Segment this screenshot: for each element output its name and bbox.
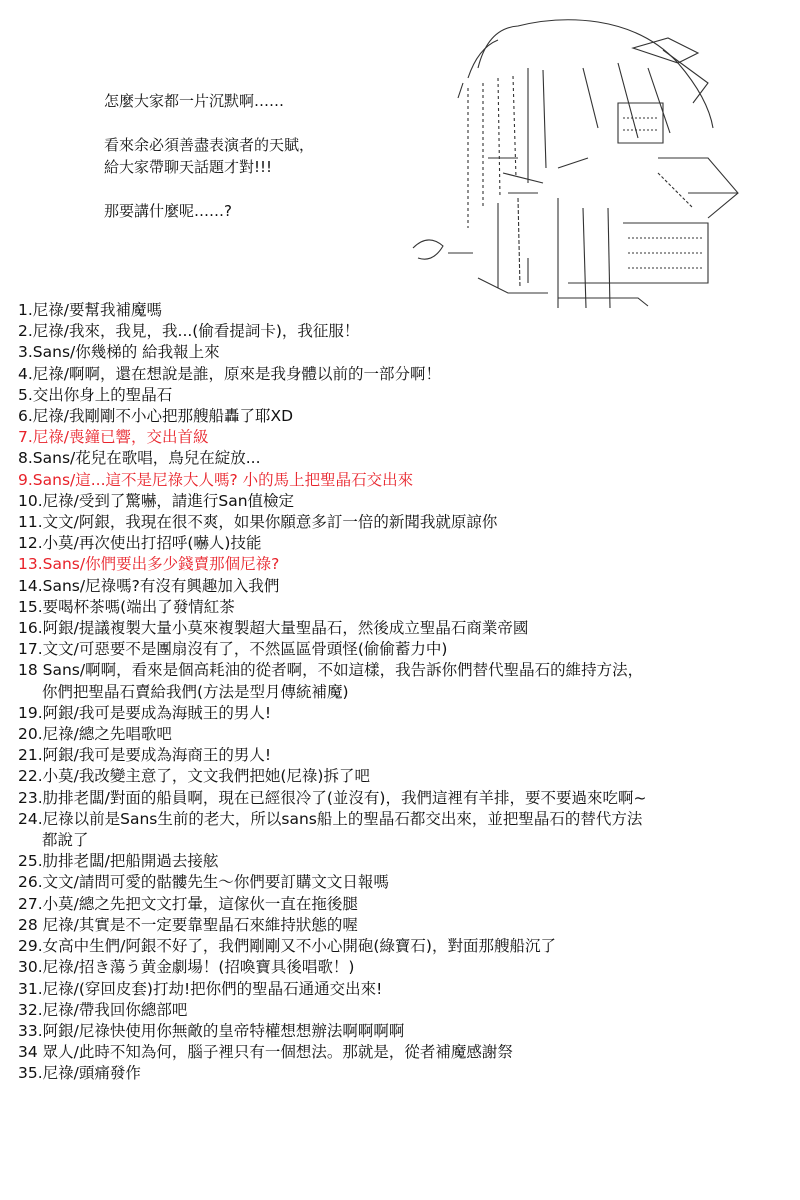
list-item: 4.尼祿/啊啊，還在想說是誰，原來是我身體以前的一部分啊！: [18, 364, 442, 383]
list-item: 29.女高中生們/阿銀不好了，我們剛剛又不小心開砲(綠寶石)，對面那艘船沉了: [18, 937, 556, 956]
numbered-list: [18, 300, 798, 1085]
list-item: 25.肋排老闆/把船開過去接舷: [18, 852, 219, 871]
list-item: 28 尼祿/其實是不一定要靠聖晶石來維持狀態的喔: [18, 915, 358, 934]
list-item: 27.小莫/總之先把文文打暈，這傢伙一直在拖後腿: [18, 894, 358, 913]
list-item: 19.阿銀/我可是要成為海賊王的男人!: [18, 703, 272, 722]
list-item: 2.尼祿/我來，我見，我...(偷看提詞卡)，我征服！: [18, 322, 360, 341]
intro-line: 給大家帶聊天話題才對!!!: [104, 158, 273, 176]
list-item: 20.尼祿/總之先唱歌吧: [18, 725, 172, 744]
list-item-highlighted: 13.Sans/你們要出多少錢賣那個尼祿?: [18, 555, 280, 574]
list-item: 12.小莫/再次使出打招呼(嚇人)技能: [18, 534, 262, 553]
list-item: 30.尼祿/招き蕩う黄金劇場！(招喚寶具後唱歌！): [18, 958, 355, 977]
list-item: 15.要喝杯茶嗎(端出了發情紅茶: [18, 597, 235, 616]
intro-line: 那要講什麼呢……?: [104, 202, 232, 220]
list-item: 31.尼祿/(穿回皮套)打劫!把你們的聖晶石通通交出來!: [18, 979, 383, 998]
list-item: 17.文文/可惡要不是團扇沒有了，不然區區骨頭怪(偷偷蓄力中): [18, 640, 448, 659]
intro-line: 怎麼大家都一片沉默啊……: [104, 92, 285, 110]
intro-line: 看來余必須善盡表演者的天賦，: [104, 136, 315, 154]
list-item: 8.Sans/花兒在歌唱，鳥兒在綻放...: [18, 449, 261, 468]
list-item: 6.尼祿/我剛剛不小心把那艘船轟了耶XD: [18, 407, 294, 426]
list-item: 22.小莫/我改變主意了，文文我們把她(尼祿)拆了吧: [18, 767, 370, 786]
list-item-highlighted: 9.Sans/這...這不是尼祿大人嗎? 小的馬上把聖晶石交出來: [18, 470, 414, 489]
list-item-continuation: 你們把聖晶石賣給我們(方法是型月傳統補魔): [42, 682, 349, 701]
list-item: 35.尼祿/頭痛發作: [18, 1064, 141, 1083]
list-item: 11.文文/阿銀，我現在很不爽，如果你願意多訂一倍的新聞我就原諒你: [18, 513, 498, 532]
list-item: 14.Sans/尼祿嗎?有沒有興趣加入我們: [18, 576, 280, 595]
list-item-continuation: 都說了: [42, 831, 89, 850]
list-item: 5.交出你身上的聖晶石: [18, 385, 173, 404]
list-item-highlighted: 7.尼祿/喪鐘已響，交出首級: [18, 428, 209, 447]
list-item: 21.阿銀/我可是要成為海商王的男人!: [18, 746, 272, 765]
ascii-art-character-icon: [408, 8, 748, 308]
intro-monologue: [104, 90, 404, 222]
list-item: 10.尼祿/受到了驚嚇，請進行San值檢定: [18, 491, 295, 510]
list-item: 16.阿銀/提議複製大量小莫來複製超大量聖晶石，然後成立聖晶石商業帝國: [18, 619, 529, 638]
list-item: 33.阿銀/尼祿快使用你無敵的皇帝特權想想辦法啊啊啊啊: [18, 1021, 405, 1040]
list-item: 3.Sans/你幾梯的 給我報上來: [18, 343, 220, 362]
list-item: 18 Sans/啊啊，看來是個高耗油的從者啊，不如這樣，我告訴你們替代聖晶石的維持方法，: [18, 661, 644, 680]
list-item: 32.尼祿/帶我回你總部吧: [18, 1000, 188, 1019]
list-item: 34 眾人/此時不知為何，腦子裡只有一個想法。那就是，從者補魔感謝祭: [18, 1043, 513, 1062]
list-item: 26.文文/請問可愛的骷髏先生～你們要訂購文文日報嗎: [18, 873, 389, 892]
list-item: 1.尼祿/要幫我補魔嗎: [18, 301, 163, 319]
list-item: 23.肋排老闆/對面的船員啊，現在已經很冷了(並沒有)，我們這裡有羊排，要不要過來吃啊~: [18, 788, 647, 807]
list-item: 24.尼祿以前是Sans生前的老大，所以sans船上的聖晶石都交出來，並把聖晶石的替代方法: [18, 809, 643, 828]
